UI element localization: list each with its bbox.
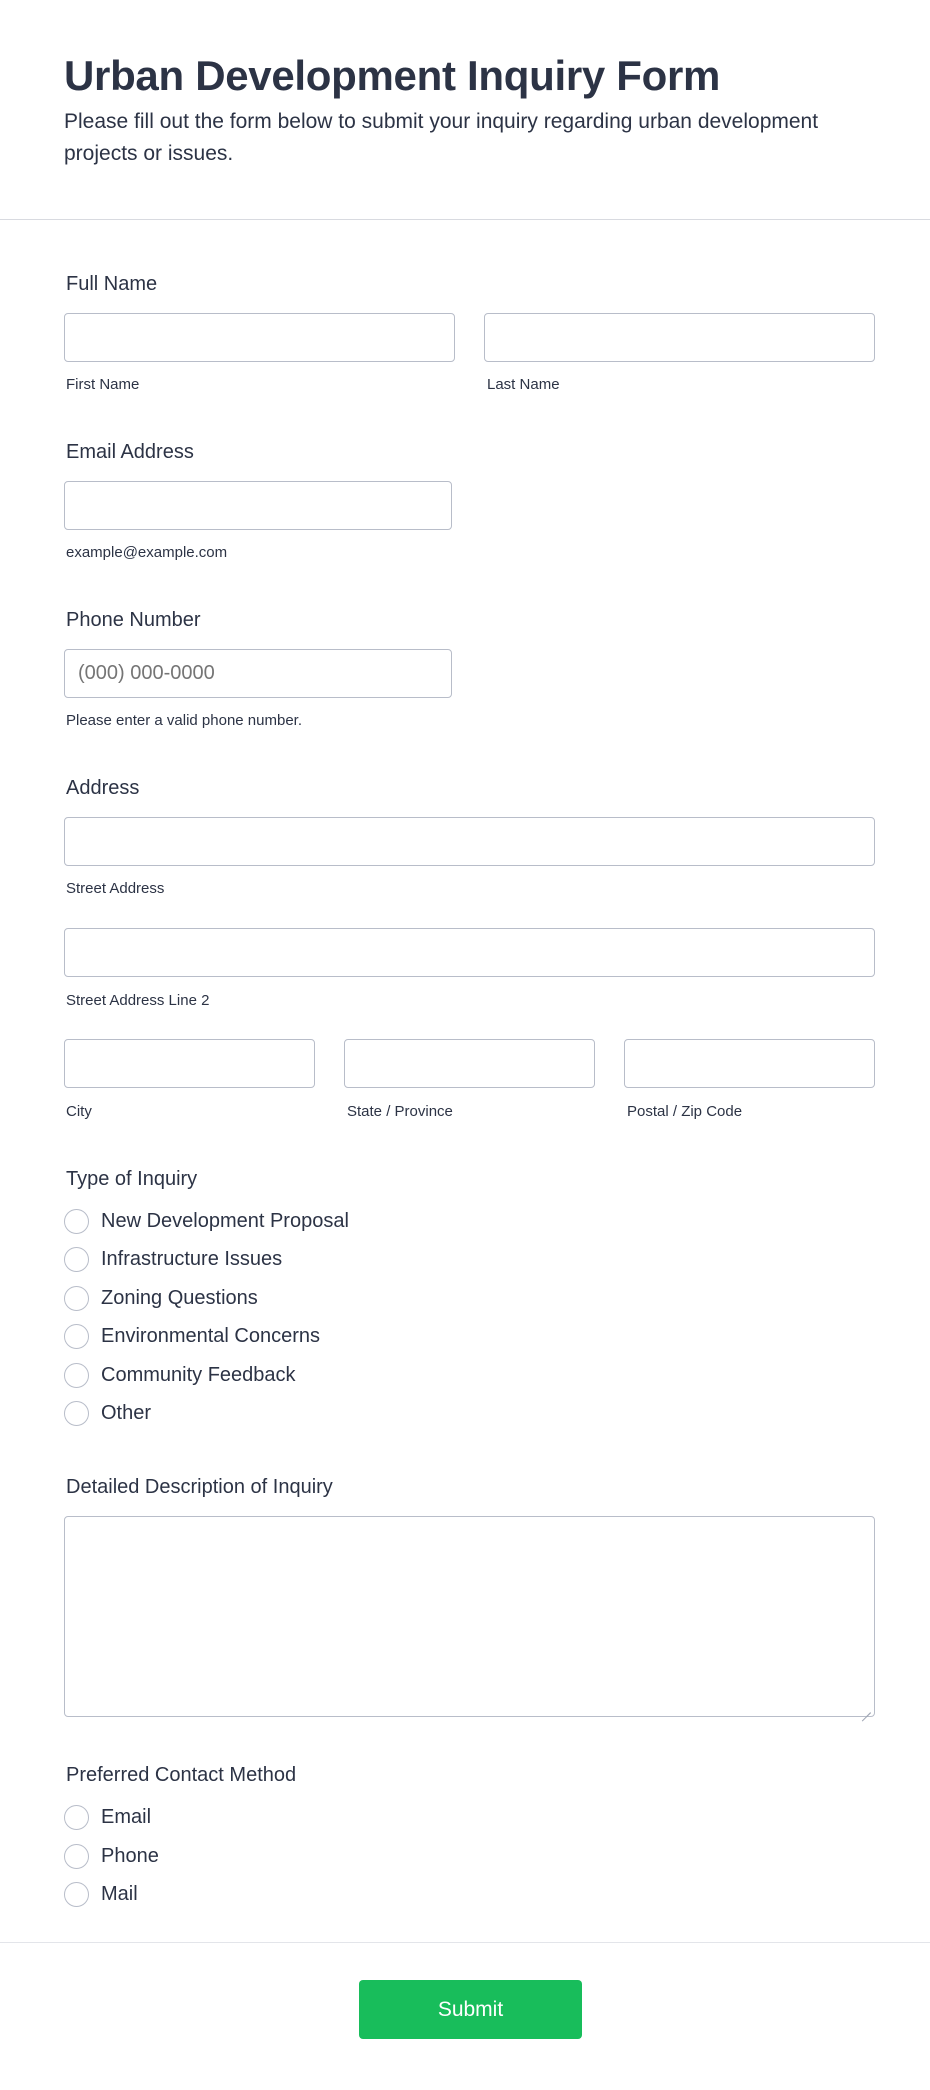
postal-code-sublabel: Postal / Zip Code	[627, 1103, 743, 1120]
contact-option-mail[interactable]	[64, 1881, 138, 1907]
email-label: Email Address	[66, 441, 194, 463]
radio-label: Other	[101, 1402, 152, 1424]
radio-button[interactable]	[64, 1324, 89, 1349]
inquiry-type-label: Type of Inquiry	[66, 1168, 198, 1190]
radio-button[interactable]	[64, 1844, 89, 1869]
radio-button[interactable]	[64, 1247, 89, 1272]
city-sublabel: City	[66, 1103, 92, 1120]
first-name-input[interactable]	[64, 313, 455, 362]
radio-label: Infrastructure Issues	[101, 1248, 283, 1270]
address-label: Address	[66, 777, 140, 799]
first-name-sublabel: First Name	[66, 376, 140, 393]
street-address-line2-sublabel: Street Address Line 2	[66, 992, 210, 1009]
street-address-sublabel: Street Address	[66, 880, 165, 897]
street-address-input[interactable]	[64, 817, 875, 866]
radio-label: Email	[101, 1806, 152, 1828]
street-address-line2-input[interactable]	[64, 928, 875, 977]
radio-label: Mail	[101, 1883, 138, 1905]
email-sublabel: example@example.com	[66, 544, 228, 561]
radio-label: Environmental Concerns	[101, 1325, 320, 1347]
radio-button[interactable]	[64, 1286, 89, 1311]
description-label: Detailed Description of Inquiry	[66, 1476, 333, 1498]
contact-method-label: Preferred Contact Method	[66, 1764, 297, 1786]
radio-button[interactable]	[64, 1363, 89, 1388]
state-sublabel: State / Province	[347, 1103, 453, 1120]
form-title: Urban Development Inquiry Form	[64, 52, 721, 99]
inquiry-option-infrastructure[interactable]	[64, 1246, 282, 1272]
inquiry-option-environmental[interactable]	[64, 1323, 320, 1349]
radio-button[interactable]	[64, 1805, 89, 1830]
radio-button[interactable]	[64, 1882, 89, 1907]
inquiry-option-new-development[interactable]	[64, 1208, 349, 1234]
inquiry-option-community[interactable]	[64, 1362, 296, 1388]
contact-option-phone[interactable]	[64, 1843, 159, 1869]
radio-button[interactable]	[64, 1209, 89, 1234]
full-name-label: Full Name	[66, 273, 158, 295]
email-input[interactable]	[64, 481, 452, 530]
description-textarea[interactable]	[64, 1516, 875, 1717]
radio-button[interactable]	[64, 1401, 89, 1426]
last-name-input[interactable]	[484, 313, 875, 362]
radio-label: Phone	[101, 1845, 159, 1867]
radio-label: New Development Proposal	[101, 1210, 349, 1232]
form-subtitle: Please fill out the form below to submit your inquiry regarding urban development projects or issues.	[64, 110, 819, 165]
submit-button[interactable]: Submit	[359, 1980, 582, 2039]
phone-label: Phone Number	[66, 609, 201, 631]
footer-divider	[0, 1942, 930, 1943]
inquiry-option-zoning[interactable]	[64, 1285, 258, 1311]
form-header	[0, 0, 930, 220]
city-input[interactable]	[64, 1039, 315, 1088]
radio-label: Zoning Questions	[101, 1287, 258, 1309]
state-input[interactable]	[344, 1039, 595, 1088]
inquiry-option-other[interactable]	[64, 1400, 151, 1426]
resize-handle-icon[interactable]	[861, 1703, 871, 1713]
last-name-sublabel: Last Name	[487, 376, 560, 393]
contact-option-email[interactable]	[64, 1804, 151, 1830]
postal-code-input[interactable]	[624, 1039, 875, 1088]
radio-label: Community Feedback	[101, 1364, 296, 1386]
phone-input[interactable]	[64, 649, 452, 698]
phone-sublabel: Please enter a valid phone number.	[66, 712, 302, 729]
